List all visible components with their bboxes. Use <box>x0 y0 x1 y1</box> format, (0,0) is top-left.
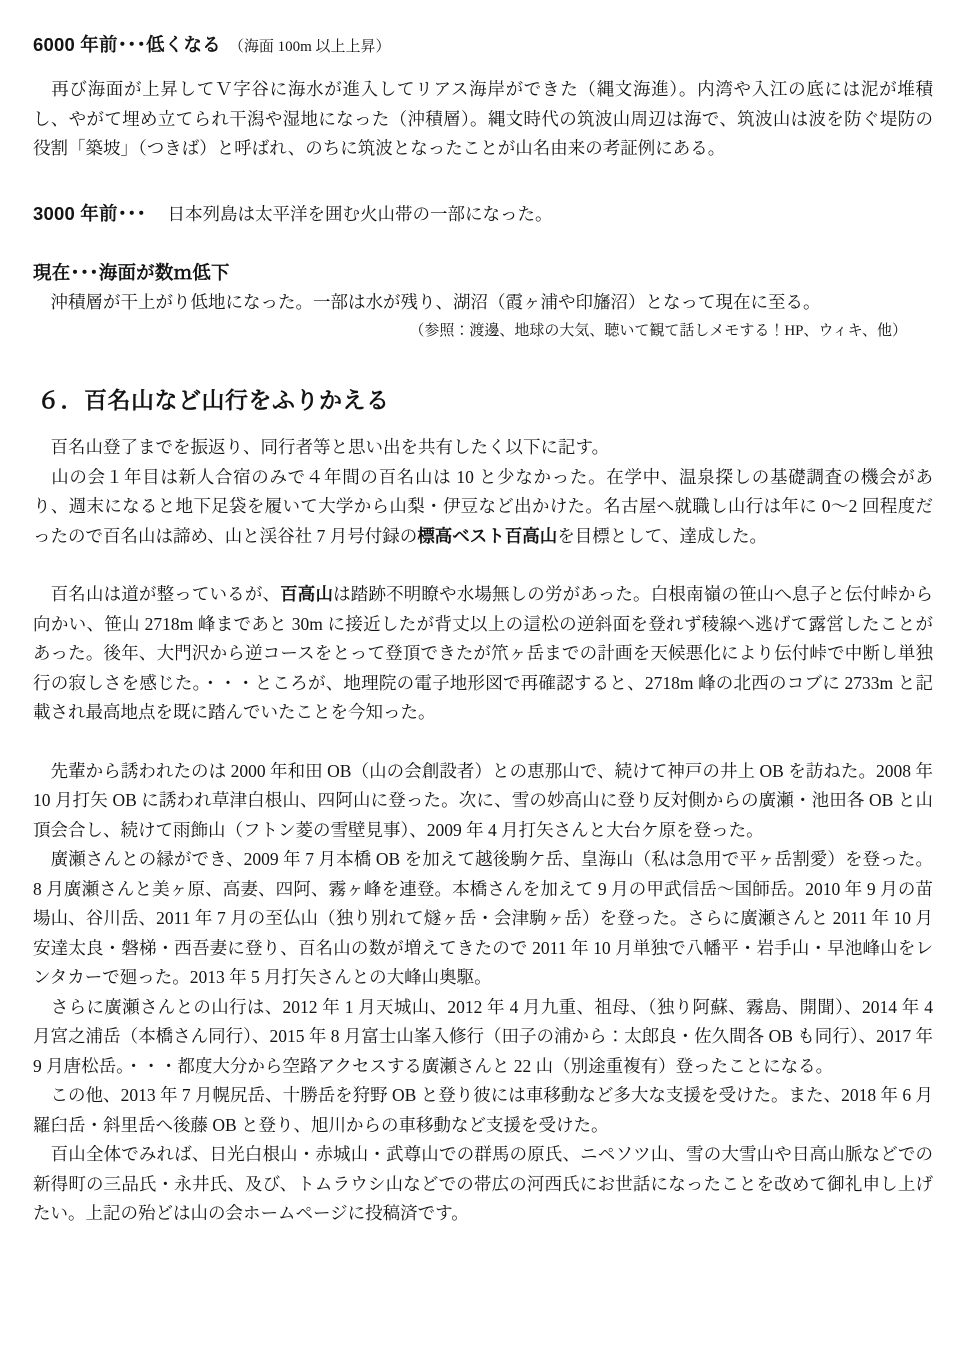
heading-3000-text: 日本列島は太平洋を囲む火山帯の一部になった。 <box>150 203 553 224</box>
section-heading-3000 <box>33 199 933 231</box>
paragraph-sasayama: 百名山は道が整っているが、百高山は踏跡不明瞭や水場無しの労があった。白根南嶺の笹山へ息子と伝付峠から向かい、笹山 2718m 峰まであと 30m に接近したが背丈以上の這松の逆斜面を登れず稜線へ逃げて露営したことがあった。後年、大門沢から逆コースをとって登頂できたが笊ヶ岳までの計画を天候悪化により伝付峠で中断し単独行の寂しさを感じた。・・・ところが、地理院の電子地形図で再確認すると、2718m 峰の北西のコブに 2733m と記載され最高地点を既に踏んでいたことを今知った。 <box>33 584 934 722</box>
heading-6000-label: 6000 年前･･･低くなる <box>33 34 221 55</box>
paragraph-hirose-later-climbs: さらに廣瀬さんとの山行は、2012 年 1 月天城山、2012 年 4 月九重、祖母、（独り阿蘇、霧島、開聞）、2014 年 4 月宮之浦岳（本橋さん同行）、2015 年 8 月富士山峯入修行（田子の浦から：太郎良・佐久間各 OB も同行）、2017 年 9 月唐松岳。・・・都度大分から空路アクセスする廣瀬さんと 22 山（別途重複有）登ったことになる。 <box>33 996 933 1076</box>
heading-3000-label: 3000 年前･･･ <box>33 202 147 224</box>
section-heading-present: 現在･･･海面が数ｍ低下 <box>33 261 230 283</box>
paragraph-jomon-transgression: 再び海面が上昇してＶ字谷に海水が進入してリアス海岸ができた（縄文海進）。内湾や入江の底には泥が堆積し、やがて埋め立てられ干潟や湿地になった（沖積層）。縄文時代の筑波山周辺は海で、筑波山は波を防ぐ堤防の役割「築坡」（つきば）と呼ばれ、のちに筑波となったことが山名由来の考証例にある。 <box>33 79 933 158</box>
reference-line: （参照：渡邊、地球の大気、聴いて観て話しメモする！HP、ウィキ、他） <box>409 323 907 339</box>
section-title-retrospective: ６．百名山など山行をふりかえる <box>37 387 390 413</box>
paragraph-senpai-climbs: 先輩から誘われたのは 2000 年和田 OB（山の会創設者）との恵那山で、続けて神戸の井上 OB を訪ねた。2008 年 10 月打矢 OB に誘われ草津白根山、四阿山に登った。次に、雪の妙高山に登り反対側からの廣瀬・池田各 OB と山頂会合し、続けて雨飾山（フトン菱の雪壁見事）、2009 年 4 月打矢さんと大台ケ原を登った。 <box>33 760 933 840</box>
heading-6000-note: （海面 100m 以上上昇） <box>228 39 391 55</box>
paragraph-present: 沖積層が干上がり低地になった。一部は水が残り、湖沼（霞ヶ浦や印旛沼）となって現在に至る。 <box>33 291 821 312</box>
paragraph-retrospective-intro: 百名山登了までを振返り、同行者等と思い出を共有したく以下に記す。 <box>33 437 610 457</box>
paragraph-acknowledgements: 百山全体でみれば、日光白根山・赤城山・武尊山での群馬の原氏、ニペソツ山、雪の大雪山や日高山脈などでの新得町の三品氏・永井氏、及び、トムラウシ山などでの帯広の河西氏にお世話になったことを改めて御礼申し上げたい。上記の殆どは山の会ホームページに投稿済です。 <box>33 1144 933 1223</box>
paragraph-hokkaido-support: この他、2013 年 7 月幌尻岳、十勝岳を狩野 OB と登り彼には車移動など多大な支援を受けた。また、2018 年 6 月羅臼岳・斜里岳へ後藤 OB と登り、旭川からの車移動など支援を受けた。 <box>33 1085 933 1135</box>
paragraph-hirose-climbs: 廣瀬さんとの縁ができ、2009 年 7 月本橋 OB を加えて越後駒ケ岳、皇海山（私は急用で平ヶ岳割愛）を登った。8 月廣瀬さんと美ヶ原、高妻、四阿、霧ヶ峰を連登。本橋さんを加えて 9 月の甲武信岳～国師岳。2010 年 9 月の苗場山、谷川岳、2011 年 7 月の至仏山（独り別れて燧ヶ岳・会津駒ヶ岳）を登った。さらに廣瀬さんと 2011 年 10 月安達太良・磐梯・西吾妻に登り、百名山の数が増えてきたので 2011 年 10 月単独で八幡平・岩手山・早池峰山をレンタカーで廻った。2013 年 5 月打矢さんとの大峰山奥駆。 <box>33 849 933 987</box>
section-heading-6000 <box>33 30 933 62</box>
paragraph-hyakkozan-goal: 山の会１年目は新人合宿のみで４年間の百名山は 10 と少なかった。在学中、温泉探しの基礎調査の機会があり、週末になると地下足袋を履いて大学から山梨・伊豆など出かけた。名古屋へ就職し山行は年に 0～2 回程度だったので百名山は諦め、山と渓谷社 7 月号付録の標高ベスト百高山を目標として、達成した。 <box>33 466 933 546</box>
